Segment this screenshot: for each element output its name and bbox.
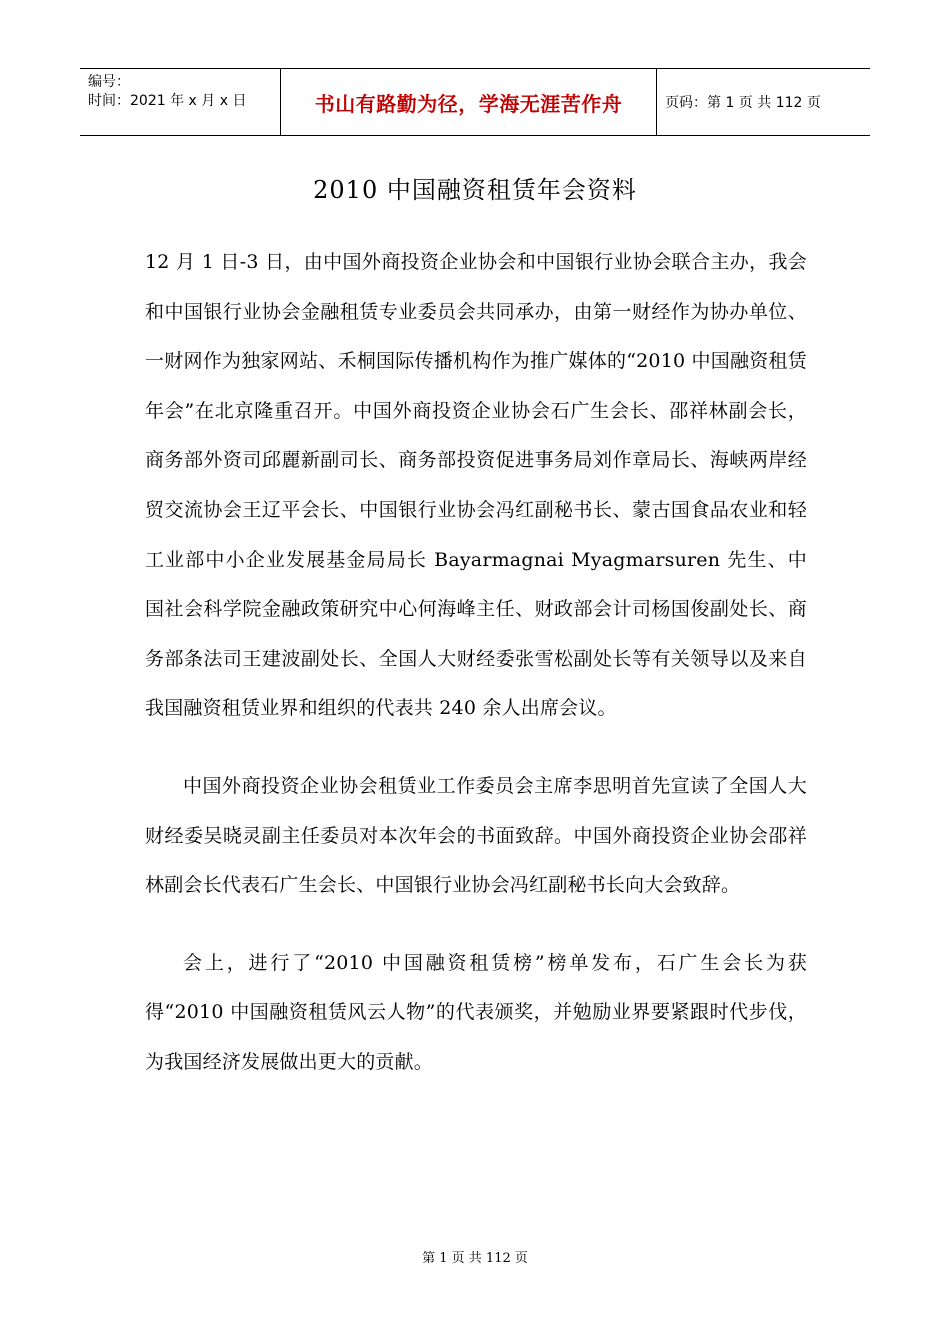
header-page-info: 页码：第 1 页 共 112 页 <box>665 95 821 111</box>
document-body <box>145 238 807 1088</box>
serial-label: 编号： <box>88 74 130 90</box>
page-header <box>80 68 870 136</box>
paragraph: 会上，进行了“2010 中国融资租赁榜”榜单发布，石广生会长为获得“2010 中国融资租赁风云人物”的代表颁奖，并勉励业界要紧跟时代步伐，为我国经济发展做出更大的贡献。 <box>145 951 807 1073</box>
header-meta-cell <box>80 69 281 135</box>
page-footer: 第 1 页 共 112 页 <box>422 1251 528 1266</box>
header-motto: 书山有路勤为径，学海无涯苦作舟 <box>281 69 657 135</box>
paragraph: 12 月 1 日-3 日，由中国外商投资企业协会和中国银行业协会联合主办，我会和中国银行业协会金融租赁专业委员会共同承办，由第一财经作为协办单位、一财网作为独家网站、禾桐国际传播机构作为推广媒体的“2010 中国融资租赁年会”在北京隆重召开。中国外商投资企业协会石广生会长、邵祥林副会长，商务部外资司邱麗新副司长、商务部投资促进事务局刘作章局长、海峡两岸经贸交流协会王辽平会长、中国银行业协会冯红副秘书长、蒙古国食品农业和轻工业部中小企业发展基金局局长 Bayarmagnai Myagmarsuren 先生、中国社会科学院金融政策研究中心何海峰主任、财政部会计司杨国俊副处长、商务部条法司王建波副处长、全国人大财经委张雪松副处长等有关领导以及来自我国融资租赁业界和组织的代表共 240 余人出席会议。 <box>145 251 807 720</box>
time-text: 时间：2021 年 x 月 x 日 <box>88 93 247 109</box>
paragraph: 中国外商投资企业协会租赁业工作委员会主席李思明首先宣读了全国人大财经委吴晓灵副主任委员对本次年会的书面致辞。中国外商投资企业协会邵祥林副会长代表石广生会长、中国银行业协会冯红副秘书长向大会致辞。 <box>145 774 807 897</box>
document-title: 2010 中国融资租赁年会资料 <box>313 176 637 204</box>
